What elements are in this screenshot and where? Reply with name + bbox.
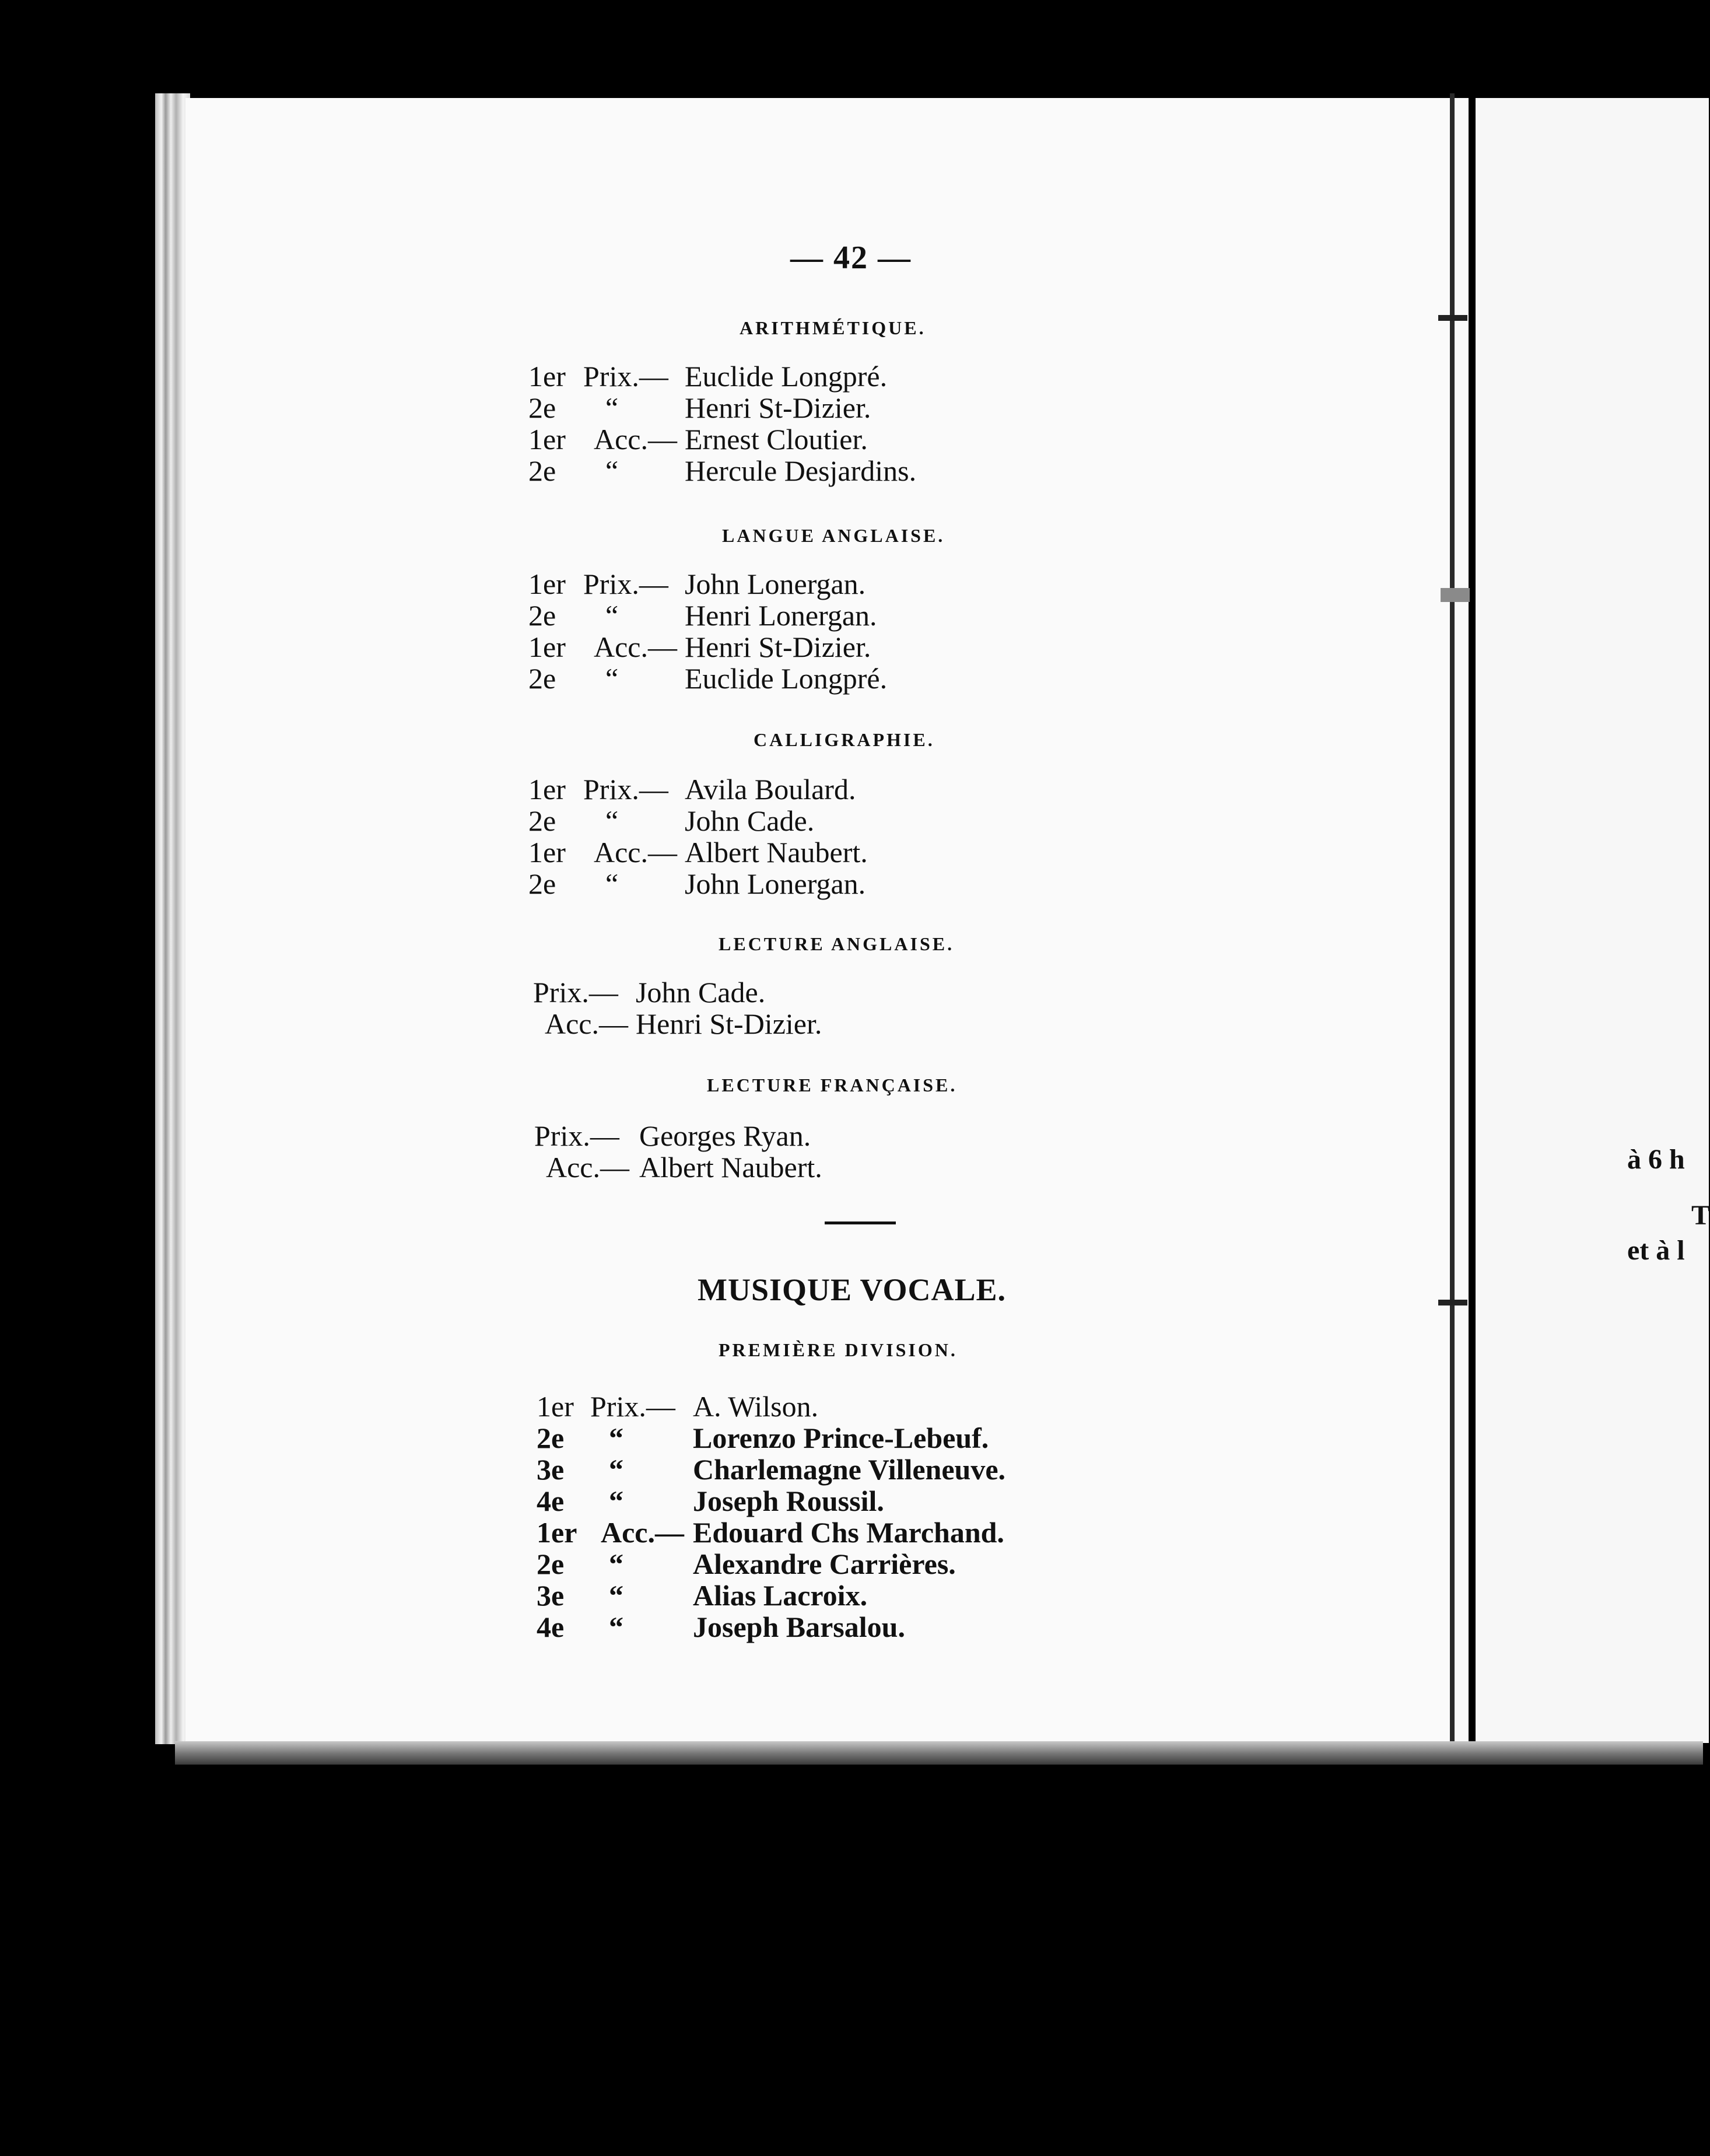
binding-thread-mark <box>1438 1300 1467 1306</box>
prize-rank: 1er <box>528 631 566 663</box>
page-edge-stack <box>155 93 190 1744</box>
student-name: Henri St-Dizier. <box>685 391 871 424</box>
ditto-mark: “ <box>609 1485 623 1517</box>
student-name: Euclide Longpré. <box>685 360 888 393</box>
student-name: Euclide Longpré. <box>685 662 888 695</box>
student-name: Albert Naubert. <box>639 1151 822 1184</box>
prize-rank: 2e <box>528 599 556 632</box>
prize-rank: 2e <box>528 391 556 424</box>
ditto-mark: “ <box>609 1422 623 1454</box>
binding-thread-mark <box>1438 315 1467 321</box>
book-gutter <box>1450 93 1455 1744</box>
prize-kind: Acc.— <box>594 423 677 456</box>
student-name: Edouard Chs Marchand. <box>693 1516 1004 1549</box>
prize-rank: 1er <box>528 773 566 806</box>
ditto-mark: “ <box>605 391 619 424</box>
prize-kind: Acc.— <box>601 1516 684 1549</box>
prize-kind: Acc.— <box>594 836 677 869</box>
prize-entry <box>537 1548 1120 1580</box>
prize-kind: Acc.— <box>594 631 677 663</box>
student-name: John Lonergan. <box>685 568 866 600</box>
student-name: Hercule Desjardins. <box>685 454 917 487</box>
ditto-mark: “ <box>605 804 619 837</box>
prize-list-musique-vocale <box>537 1391 1120 1643</box>
prize-entry <box>528 868 1053 900</box>
student-name: Ernest Cloutier. <box>685 423 868 456</box>
facing-page-text: et à l <box>1627 1235 1685 1266</box>
prize-entry <box>537 1422 1120 1454</box>
student-name: Joseph Roussil. <box>693 1485 884 1517</box>
prize-kind: Prix.— <box>590 1390 675 1423</box>
section-heading-arithmetique: ARITHMÉTIQUE. <box>740 317 926 338</box>
binding-thread-knot <box>1441 588 1470 602</box>
prize-kind: Prix.— <box>533 976 618 1009</box>
prize-kind: Acc.— <box>546 1151 629 1184</box>
ditto-mark: “ <box>605 867 619 900</box>
prize-kind: Prix.— <box>583 360 668 393</box>
section-heading-langue-anglaise: LANGUE ANGLAISE. <box>722 525 945 546</box>
ditto-mark: “ <box>609 1548 623 1580</box>
prize-entry <box>533 1008 1058 1040</box>
section-heading-calligraphie: CALLIGRAPHIE. <box>754 729 935 750</box>
student-name: Joseph Barsalou. <box>693 1611 905 1643</box>
facing-page-text: T <box>1691 1200 1710 1231</box>
prize-rank: 3e <box>537 1579 565 1612</box>
prize-rank: 2e <box>537 1422 565 1454</box>
prize-kind: Acc.— <box>545 1007 628 1040</box>
prize-entry <box>533 977 1058 1008</box>
prize-rank: 3e <box>537 1453 565 1486</box>
prize-list-langue-anglaise <box>528 568 1053 694</box>
prize-entry <box>528 774 1053 805</box>
ditto-mark: “ <box>609 1453 623 1486</box>
prize-entry <box>528 392 1053 424</box>
ditto-mark: “ <box>605 454 619 487</box>
prize-entry <box>537 1517 1120 1548</box>
prize-rank: 1er <box>528 568 566 600</box>
prize-kind: Prix.— <box>583 568 668 600</box>
student-name: Alias Lacroix. <box>693 1579 868 1612</box>
student-name: John Cade. <box>636 976 766 1009</box>
prize-entry <box>537 1611 1120 1643</box>
prize-entry <box>528 360 1053 392</box>
prize-entry <box>534 1152 1059 1183</box>
prize-rank: 2e <box>528 867 556 900</box>
prize-entry <box>537 1580 1120 1611</box>
prize-rank: 2e <box>537 1548 565 1580</box>
prize-kind: Prix.— <box>583 773 668 806</box>
prize-rank: 1er <box>537 1516 577 1549</box>
prize-rank: 2e <box>528 804 556 837</box>
student-name: Avila Boulard. <box>685 773 856 806</box>
prize-rank: 1er <box>528 360 566 393</box>
prize-rank: 1er <box>537 1390 574 1423</box>
student-name: Charlemagne Villeneuve. <box>693 1453 1006 1486</box>
prize-rank: 1er <box>528 836 566 869</box>
section-divider-rule <box>825 1222 896 1224</box>
prize-list-lecture-anglaise <box>533 977 1058 1040</box>
prize-entry <box>528 631 1053 663</box>
prize-list-calligraphie <box>528 774 1053 900</box>
music-division-heading: PREMIÈRE DIVISION. <box>719 1339 958 1360</box>
prize-entry <box>537 1391 1120 1422</box>
prize-rank: 1er <box>528 423 566 456</box>
student-name: Henri St-Dizier. <box>636 1007 822 1040</box>
prize-list-arithmetique <box>528 360 1053 487</box>
prize-entry <box>528 424 1053 455</box>
student-name: A. Wilson. <box>693 1390 819 1423</box>
page-number: — 42 — <box>790 240 912 276</box>
prize-entry <box>528 455 1053 487</box>
prize-kind: Prix.— <box>534 1119 619 1152</box>
student-name: Georges Ryan. <box>639 1119 811 1152</box>
section-heading-lecture-anglaise: LECTURE ANGLAISE. <box>719 933 955 954</box>
music-title: MUSIQUE VOCALE. <box>698 1272 1007 1307</box>
prize-rank: 4e <box>537 1611 565 1643</box>
prize-entry <box>528 568 1053 600</box>
prize-entry <box>537 1454 1120 1485</box>
student-name: Albert Naubert. <box>685 836 868 869</box>
prize-rank: 2e <box>528 662 556 695</box>
ditto-mark: “ <box>605 599 619 632</box>
prize-rank: 4e <box>537 1485 565 1517</box>
prize-entry <box>528 663 1053 694</box>
prize-list-lecture-francaise <box>534 1120 1059 1183</box>
student-name: Lorenzo Prince-Lebeuf. <box>693 1422 989 1454</box>
ditto-mark: “ <box>605 662 619 695</box>
student-name: Alexandre Carrières. <box>693 1548 956 1580</box>
prize-entry <box>537 1485 1120 1517</box>
ditto-mark: “ <box>609 1579 623 1612</box>
prize-entry <box>534 1120 1059 1152</box>
section-heading-lecture-francaise: LECTURE FRANÇAISE. <box>707 1074 958 1096</box>
student-name: John Lonergan. <box>685 867 866 900</box>
prize-entry <box>528 836 1053 868</box>
student-name: John Cade. <box>685 804 815 837</box>
right-page <box>1476 98 1709 1743</box>
facing-page-text: à 6 h <box>1627 1144 1685 1175</box>
prize-rank: 2e <box>528 454 556 487</box>
student-name: Henri Lonergan. <box>685 599 877 632</box>
prize-entry <box>528 805 1053 836</box>
prize-entry <box>528 600 1053 631</box>
ditto-mark: “ <box>609 1611 623 1643</box>
student-name: Henri St-Dizier. <box>685 631 871 663</box>
page-bottom-edge <box>175 1741 1703 1765</box>
